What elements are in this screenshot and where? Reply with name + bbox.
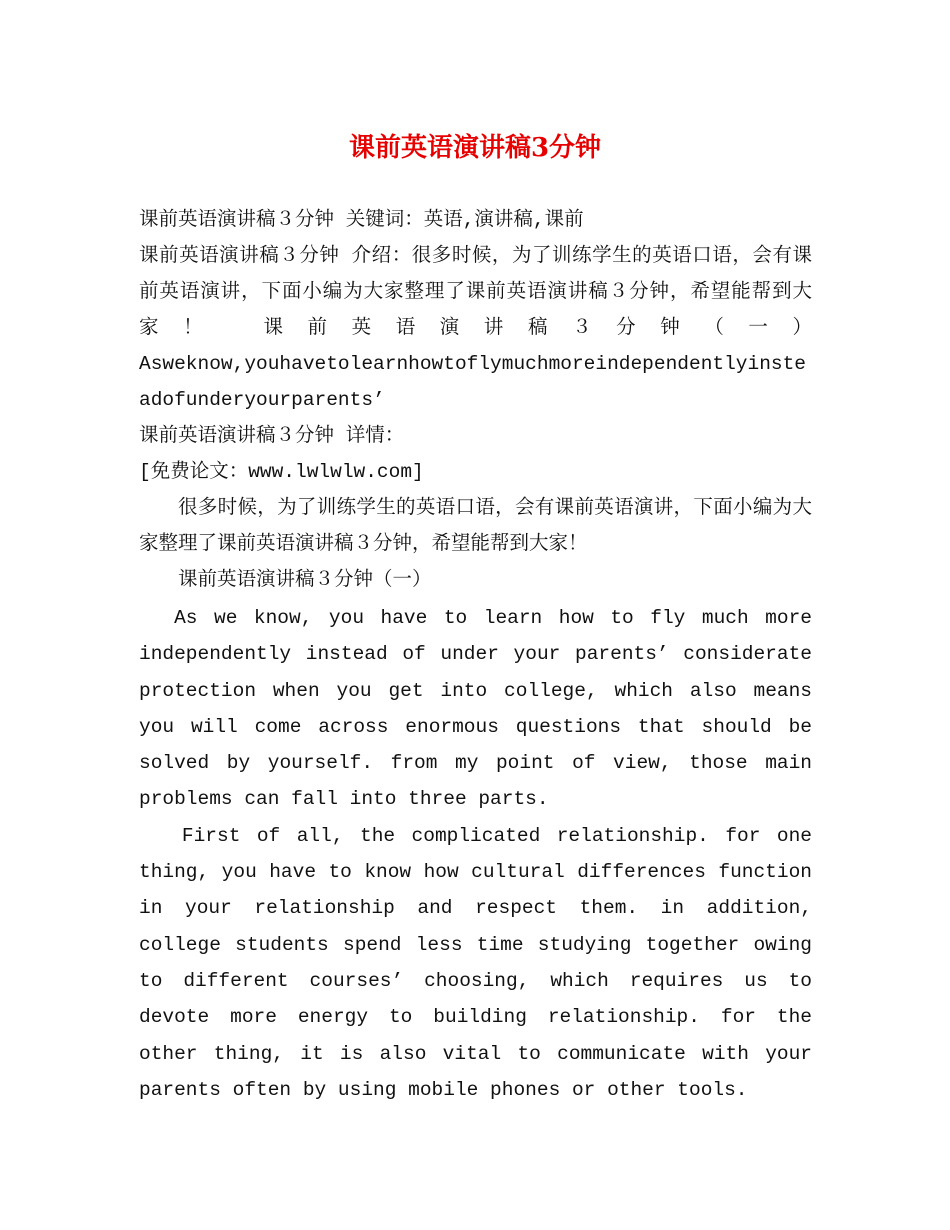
english-paragraph-2: First of all, the complicated relationship. for one thing, you have to know how cultural differences function in your relationship and respect them. in addition, college students spend less time studying together owing to different courses’ choosing, which requires us to devote more energy to building relationship. for the other thing, it is also vital to communicate with your parents often by using mobile phones or other tools.	[139, 824, 812, 1101]
intro-english-line: Asweknow,youhavetolearnhowtoflymuchmoreindependentlyinsteadofunderyourparents’	[139, 353, 807, 411]
document-body	[139, 202, 812, 1108]
keywords-line: 课前英语演讲稿３分钟 关键词：英语,演讲稿,课前	[139, 209, 584, 231]
source-line: [免费论文：www.lwlwlw.com]	[139, 461, 424, 483]
details-line: 课前英语演讲稿３分钟 详情：	[139, 425, 405, 447]
section-heading: 课前英语演讲稿３分钟（一）	[178, 569, 432, 591]
intro-line: 课前英语演讲稿３分钟 介绍：很多时候，为了训练学生的英语口语，会有课前英语演讲，下面小编为大家整理了课前英语演讲稿３分钟，希望能帮到大家！ 课前英语演讲稿３分钟（一）	[139, 245, 812, 339]
english-paragraph-1: As we know, you have to learn how to fly much more independently instead of under your parents’ considerate protection when you get into college, which also means you will come across enormous questions that should be solved by yourself. from my point of view, those main problems can fall into three parts.	[139, 607, 812, 811]
document-title: 课前英语演讲稿3分钟	[348, 133, 602, 163]
chinese-paragraph: 很多时候，为了训练学生的英语口语，会有课前英语演讲，下面小编为大家整理了课前英语演讲稿３分钟，希望能帮到大家！	[139, 497, 812, 555]
